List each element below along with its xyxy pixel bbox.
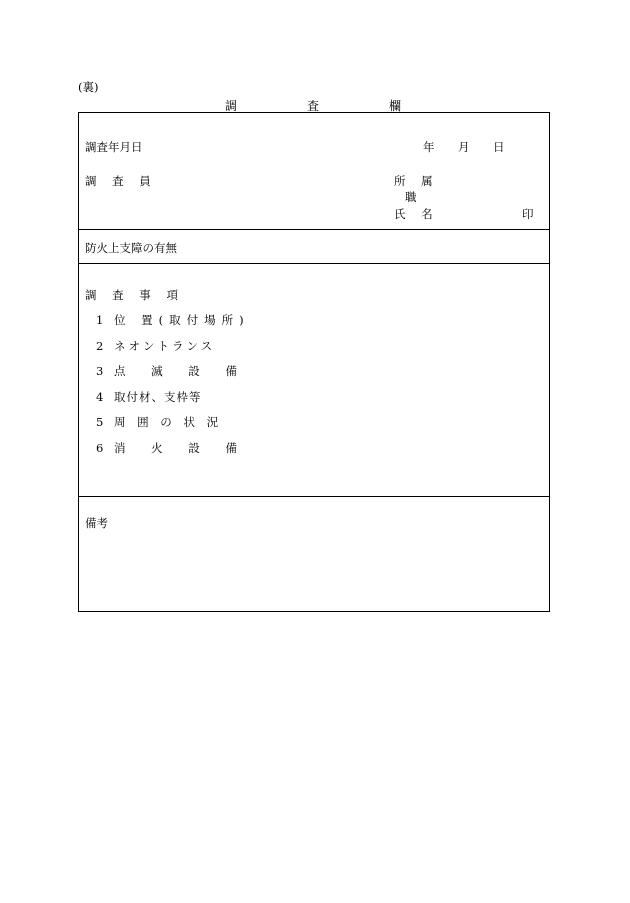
title-char-1: 調 [225, 99, 238, 113]
list-item: ネオントランス [114, 339, 216, 353]
fire-hazard-label: 防火上支障の有無 [85, 241, 177, 255]
list-item-number: 6 [96, 441, 104, 455]
remarks-label: 備考 [85, 516, 108, 530]
list-item: 消 火 設 備 [114, 441, 248, 455]
list-item: 取付材、支枠等 [114, 390, 202, 404]
position-label: 職 [405, 190, 417, 204]
list-item: 位 置(取付場所) [114, 313, 250, 327]
year-label: 年 [423, 140, 435, 154]
month-label: 月 [458, 140, 470, 154]
title-char-2: 査 [307, 99, 320, 113]
survey-items-heading: 調 査 事 項 [85, 288, 184, 302]
seal-label: 印 [522, 207, 534, 221]
list-item-number: 2 [96, 339, 104, 353]
day-label: 日 [493, 140, 505, 154]
list-item-number: 3 [96, 364, 104, 378]
divider-1 [79, 229, 549, 230]
list-item-number: 4 [96, 390, 104, 404]
inspector-label: 調 査 員 [85, 174, 157, 188]
list-item-number: 1 [96, 313, 104, 327]
list-item-number: 5 [96, 415, 104, 429]
affiliation-label: 所 属 [394, 174, 439, 188]
name-label: 氏 名 [394, 207, 439, 221]
divider-2 [79, 263, 549, 264]
list-item: 周 囲 の 状 況 [114, 415, 223, 429]
divider-3 [79, 496, 549, 497]
survey-date-label: 調査年月日 [85, 140, 143, 154]
back-side-label: (裏) [78, 80, 99, 94]
list-item: 点 滅 設 備 [114, 364, 248, 378]
title-char-3: 欄 [389, 99, 402, 113]
